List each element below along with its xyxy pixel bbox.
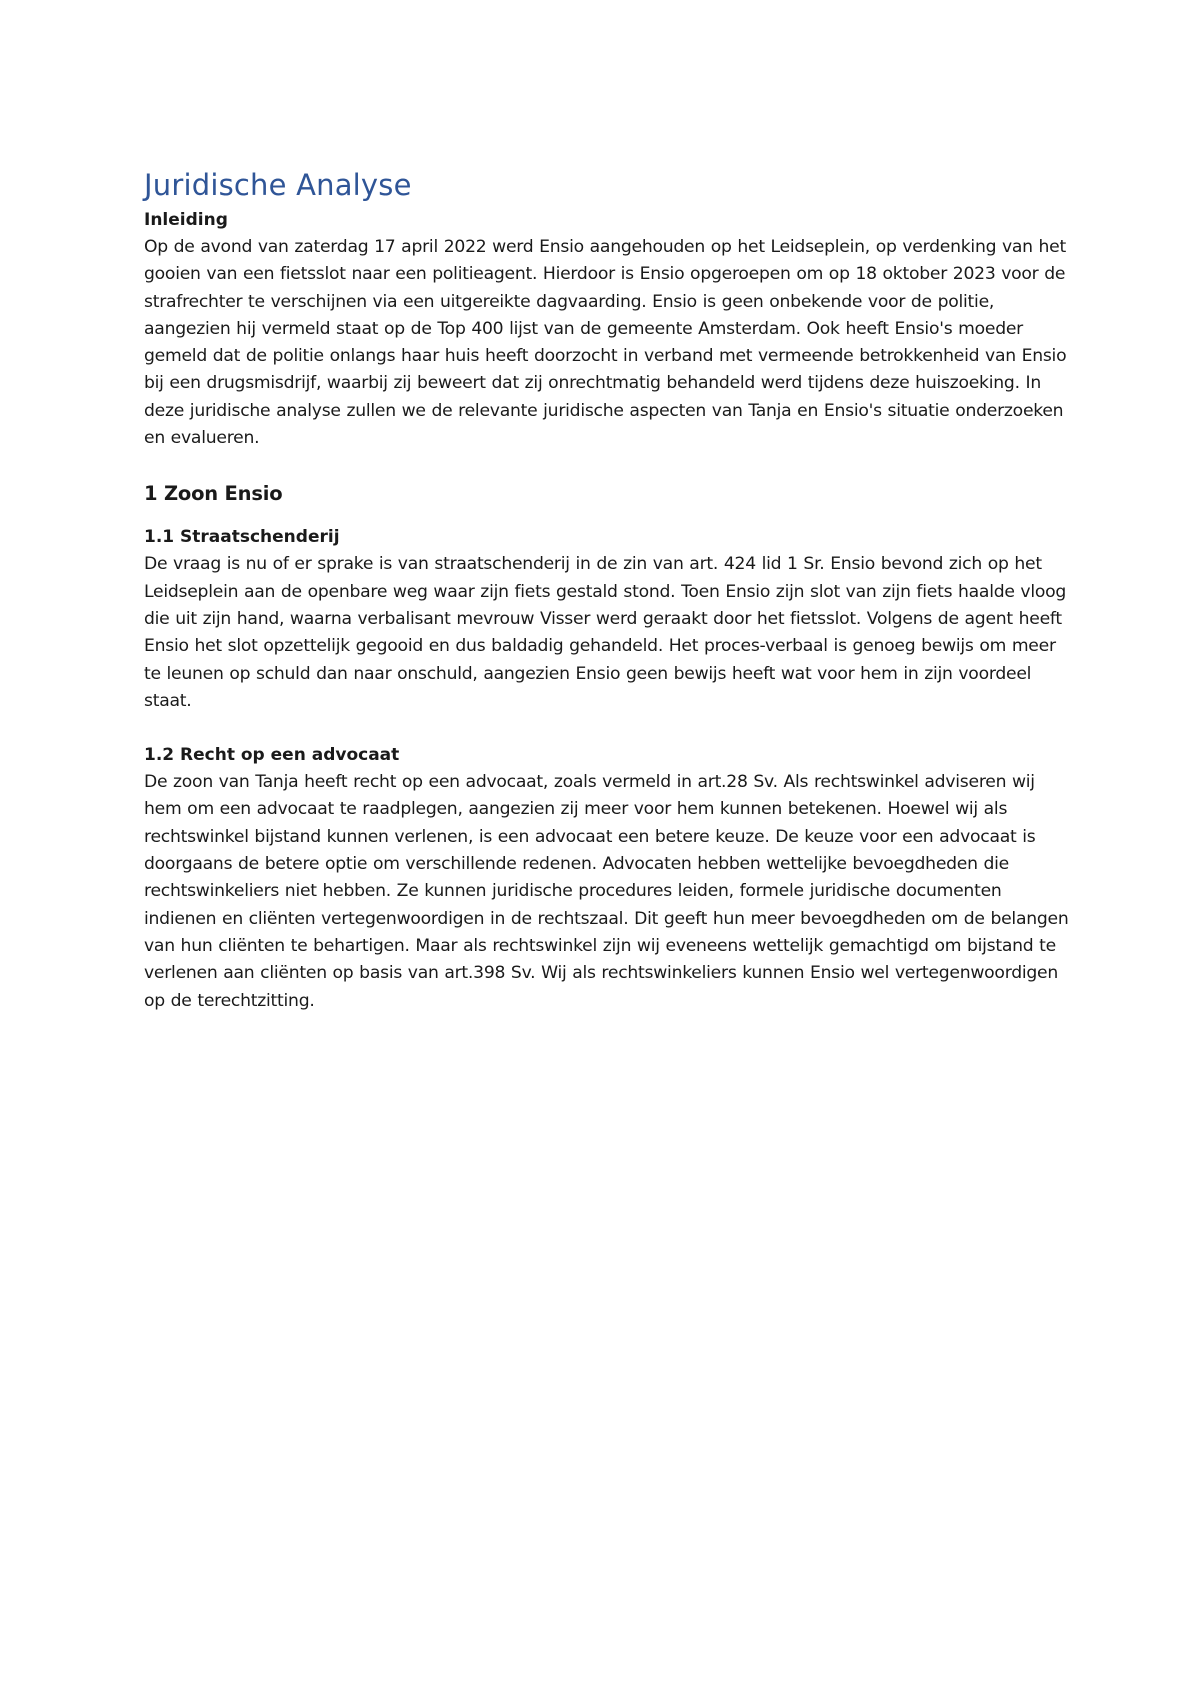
intro-paragraph: Op de avond van zaterdag 17 april 2022 werd Ensio aangehouden op het Leidseplein, op verdenking van het gooien van een fietsslot naar een politieagent. Hierdoor is Ensio opgeroepen om op 18 oktober 2023 voor de strafrechter te verschijnen via een uitgereikte dagvaarding. Ensio is geen onbekende voor de politie, aangezien hij vermeld staat op de Top 400 lijst van de gemeente Amsterdam. Ook heeft Ensio's moeder gemeld dat de politie onlangs haar huis heeft doorzocht in verband met vermeende betrokkenheid van Ensio bij een drugsmisdrijf, waarbij zij beweert dat zij onrechtmatig behandeld werd tijdens deze huiszoeking. In deze juridische analyse zullen we de relevante juridische aspecten van Tanja en Ensio's situatie onderzoeken en evalueren. <box>144 237 1067 449</box>
document-body <box>144 163 1074 1015</box>
section-paragraph-recht-op-advocaat: De zoon van Tanja heeft recht op een advocaat, zoals vermeld in art.28 Sv. Als rechtswinkel adviseren wij hem om een advocaat te raadplegen, aangezien zij meer voor hem kunnen betekenen. Hoewel wij als rechtswinkel bijstand kunnen verlenen, is een advocaat een betere keuze. De keuze voor een advocaat is doorgaans de betere optie om verschillende redenen. Advocaten hebben wettelijke bevoegdheden die rechtswinkeliers niet hebben. Ze kunnen juridische procedures leiden, formele juridische documenten indienen en cliënten vertegenwoordigen in de rechtszaal. Dit geeft hun meer bevoegdheden om de belangen van hun cliënten te behartigen. Maar als rechtswinkel zijn wij eveneens wettelijk gemachtigd om bijstand te verlenen aan cliënten op basis van art.398 Sv. Wij als rechtswinkeliers kunnen Ensio wel vertegenwoordigen op de terechtzitting. <box>144 772 1069 1011</box>
spacer <box>144 452 1074 479</box>
section-heading-straatschenderij: 1.1 Straatschenderij <box>144 527 340 548</box>
chapter-heading-zoon-ensio: 1 Zoon Ensio <box>144 482 283 506</box>
document-title: Juridische Analyse <box>144 168 412 202</box>
spacer <box>144 509 1074 524</box>
intro-heading: Inleiding <box>144 210 228 230</box>
section-heading-recht-op-advocaat: 1.2 Recht op een advocaat <box>144 745 400 766</box>
section-paragraph-straatschenderij: De vraag is nu of er sprake is van straatschenderij in de zin van art. 424 lid 1 Sr. Ensio bevond zich op het Leidseplein aan de openbare weg waar zijn fiets gestald stond. Toen Ensio zijn slot van zijn fiets haalde vloog die uit zijn hand, waarna verbalisant mevrouw Visser werd geraakt door het fietsslot. Volgens de agent heeft Ensio het slot opzettelijk gegooid en dus baldadig gehandeld. Het proces-verbaal is genoeg bewijs om meer te leunen op schuld dan naar onschuld, aangezien Ensio geen bewijs heeft wat voor hem in zijn voordeel staat. <box>144 554 1067 711</box>
spacer <box>144 715 1074 742</box>
